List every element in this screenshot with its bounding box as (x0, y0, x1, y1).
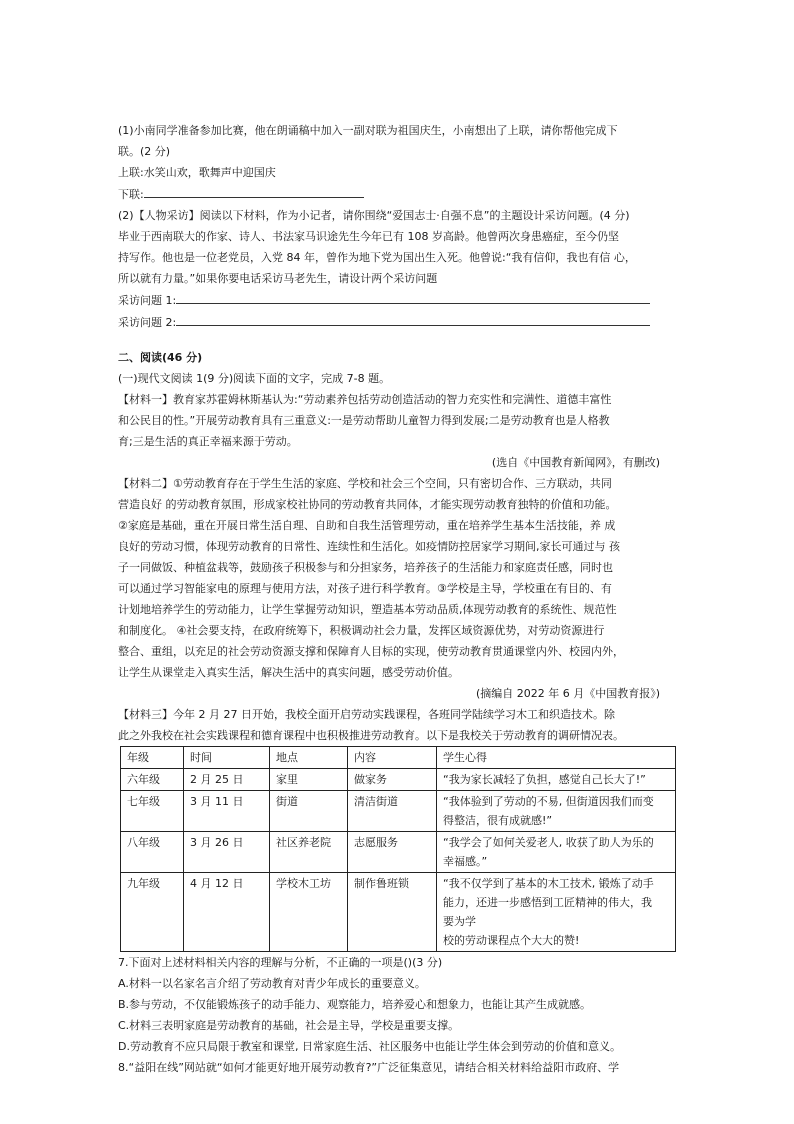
material3-line: 此之外我校在社会实践课程和德育课程中也积极推进劳动教育。以下是我校关于劳动教育的调研情况表。 (118, 729, 624, 742)
q7-option-a[interactable]: A.材料一以名家名言介绍了劳动教育对青少年成长的重要意义。 (118, 977, 426, 990)
material2-line: 让学生从课堂走入真实生活，解决生活中的真实问题，感受劳动价值。 (118, 666, 459, 679)
content-cell: 制作鲁班锁 (348, 873, 437, 952)
content-cell: 志愿服务 (348, 832, 437, 873)
interview-question-2-row (118, 311, 678, 333)
grade-cell: 九年级 (121, 873, 184, 952)
table-row (121, 832, 676, 873)
material1-line: 育;三是生活的真正幸福来源于劳动。 (118, 435, 298, 448)
feeling-line: 要为学 (443, 915, 476, 928)
interview-question-1-label: 采访问题 1: (118, 294, 177, 307)
section-title: 二、阅读(46 分) (118, 351, 203, 364)
grade-cell: 六年级 (121, 769, 184, 791)
feeling-cell (437, 832, 676, 873)
lower-couplet-row (118, 183, 678, 205)
interview-question-1-row (118, 289, 678, 311)
content-cell: 清洁街道 (348, 791, 437, 832)
table-header-cell: 地点 (270, 747, 348, 769)
material2-line: ②家庭是基础，重在开展日常生活自理、自助和自我生活管理劳动，重在培养学生基本生活技能，养 成 (118, 519, 616, 532)
place-cell: 街道 (270, 791, 348, 832)
lower-couplet-answer-blank[interactable] (144, 183, 364, 198)
place-cell: 家里 (270, 769, 348, 791)
grade-cell: 七年级 (121, 791, 184, 832)
material2-line: 整合、重组，以充足的社会劳动资源支撑和保障育人目标的实现，使劳动教育贯通课堂内外、校园内外， (118, 645, 624, 658)
material2-line: 良好的劳动习惯，体现劳动教育的日常性、连续性和生活化。如疫情防控居家学习期间,家长可通过与 孩 (118, 540, 620, 553)
sub-section-title: (一)现代文阅读 1(9 分)阅读下面的文字，完成 7-8 题。 (118, 372, 391, 385)
feeling-line: 得整洁，很有成就感!” (443, 814, 553, 827)
material1-source: (选自《中国教育新闻网》，有删改) (491, 456, 660, 469)
material2-line: 子一同做饭、种植盆栽等，鼓励孩子积极参与和分担家务，培养孩子的生活能力和家庭责任感，同时也 (118, 561, 613, 574)
interview-question-2-blank[interactable] (176, 311, 650, 326)
material3-line: 【材料三】今年 2 月 27 日开始，我校全面开启劳动实践课程，各班同学陆续学习木工和织造技术。除 (118, 708, 615, 721)
time-cell: 4 月 12 日 (184, 873, 270, 952)
material2-line: 【材料二】①劳动教育存在于学生生活的家庭、学校和社会三个空间，只有密切合作、三方联动，共同 (118, 477, 612, 490)
material2-line: 计划地培养学生的劳动能力，让学生掌握劳动知识，塑造基本劳动品质,体现劳动教育的系统性、规范性 (118, 603, 617, 616)
table-header-cell: 内容 (348, 747, 437, 769)
q7-stem: 7.下面对上述材料相关内容的理解与分析，不正确的一项是()(3 分) (118, 956, 443, 969)
material2-source: (摘编自 2022 年 6 月《中国教育报》) (475, 687, 660, 700)
table-header-row (121, 747, 676, 769)
q6-part2-line: 所以就有力量。”如果你要电话采访马老先生，请设计两个采访问题 (118, 272, 438, 285)
q6-part2-line: 毕业于西南联大的作家、诗人、书法家马识途先生今年已有 108 岁高龄。他曾两次身患癌症，至今仍坚 (118, 230, 619, 243)
table-row (121, 873, 676, 952)
table-row (121, 791, 676, 832)
feeling-cell (437, 769, 676, 791)
feeling-cell (437, 873, 676, 952)
table-header-cell: 学生心得 (437, 747, 676, 769)
time-cell: 3 月 11 日 (184, 791, 270, 832)
material2-line: 营造良好 的劳动教育氛围，形成家校社协同的劳动教育共同体，才能实现劳动教育独特的价值和功能。 (118, 498, 617, 511)
material1-line: 【材料一】教育家苏霍姆林斯基认为:“劳动素养包括劳动创造活动的智力充实性和完满性、道德丰富性 (118, 393, 612, 406)
table-header-cell: 时间 (184, 747, 270, 769)
place-cell: 社区养老院 (270, 832, 348, 873)
time-cell: 2 月 25 日 (184, 769, 270, 791)
q7-option-b[interactable]: B.参与劳动，不仅能锻炼孩子的动手能力、观察能力，培养爱心和想象力，也能让其产生成就感。 (118, 998, 592, 1011)
q6-part1-line: (1)小南同学准备参加比赛，他在朗诵稿中加入一副对联为祖国庆生，小南想出了上联，请你帮他完成下 (118, 124, 618, 137)
feeling-line: “我体验到了劳动的不易, 但街道因我们而变 (443, 795, 654, 808)
material2-line: 可以通过学习智能家电的原理与使用方法，对孩子进行科学教育。③学校是主导，学校重在有目的、有 (118, 582, 612, 595)
survey-table (120, 746, 676, 952)
q6-part2-line: (2)【人物采访】阅读以下材料，作为小记者，请你围绕“爱国志士·自强不息”的主题设计采访问题。(4 分) (118, 209, 630, 222)
interview-question-1-blank[interactable] (176, 289, 650, 304)
feeling-line: “我为家长减轻了负担，感觉自己长大了!” (443, 773, 646, 786)
feeling-cell (437, 791, 676, 832)
lower-couplet-label: 下联: (118, 188, 144, 201)
content-cell: 做家务 (348, 769, 437, 791)
interview-question-2-label: 采访问题 2: (118, 316, 177, 329)
table-header-cell: 年级 (121, 747, 184, 769)
feeling-line: “我不仅学到了基本的木工技术, 锻炼了动手 (443, 877, 654, 890)
q8-stem: 8.“益阳在线”网站就“如何才能更好地开展劳动教育?”广泛征集意见，请结合相关材料给益阳市政府、学 (118, 1061, 620, 1074)
material1-line: 和公民目的性。”开展劳动教育具有三重意义:一是劳动帮助儿童智力得到发展;二是劳动教育也是人格教 (118, 414, 610, 427)
upper-couplet: 上联:水笑山欢，歌舞声中迎国庆 (118, 166, 276, 179)
feeling-line: 校的劳动课程点个大大的赞! (443, 934, 580, 947)
place-cell: 学校木工坊 (270, 873, 348, 952)
time-cell: 3 月 26 日 (184, 832, 270, 873)
q6-part2-line: 持写作。他也是一位老党员，入党 84 年，曾作为地下党为国出生入死。他曾说:“我有信仰，我也有信 心， (118, 251, 636, 264)
feeling-line: 幸福感。” (443, 855, 488, 868)
feeling-line: “我学会了如何关爱老人, 收获了助人为乐的 (443, 836, 654, 849)
material2-line: 和制度化。 ④社会要支持，在政府统筹下，积极调动社会力量，发挥区域资源优势，对劳动资源进行 (118, 624, 605, 637)
q6-part1-line: 联。(2 分) (118, 145, 171, 158)
q7-option-c[interactable]: C.材料三表明家庭是劳动教育的基础，社会是主导，学校是重要支撑。 (118, 1019, 460, 1032)
grade-cell: 八年级 (121, 832, 184, 873)
q7-option-d[interactable]: D.劳动教育不应只局限于教室和课堂, 日常家庭生活、社区服务中也能让学生体会到劳动的价值和意义。 (118, 1040, 621, 1053)
exam-page (118, 120, 678, 1078)
table-row (121, 769, 676, 791)
feeling-line: 能力，还进一步感悟到工匠精神的伟大，我 (443, 896, 652, 909)
